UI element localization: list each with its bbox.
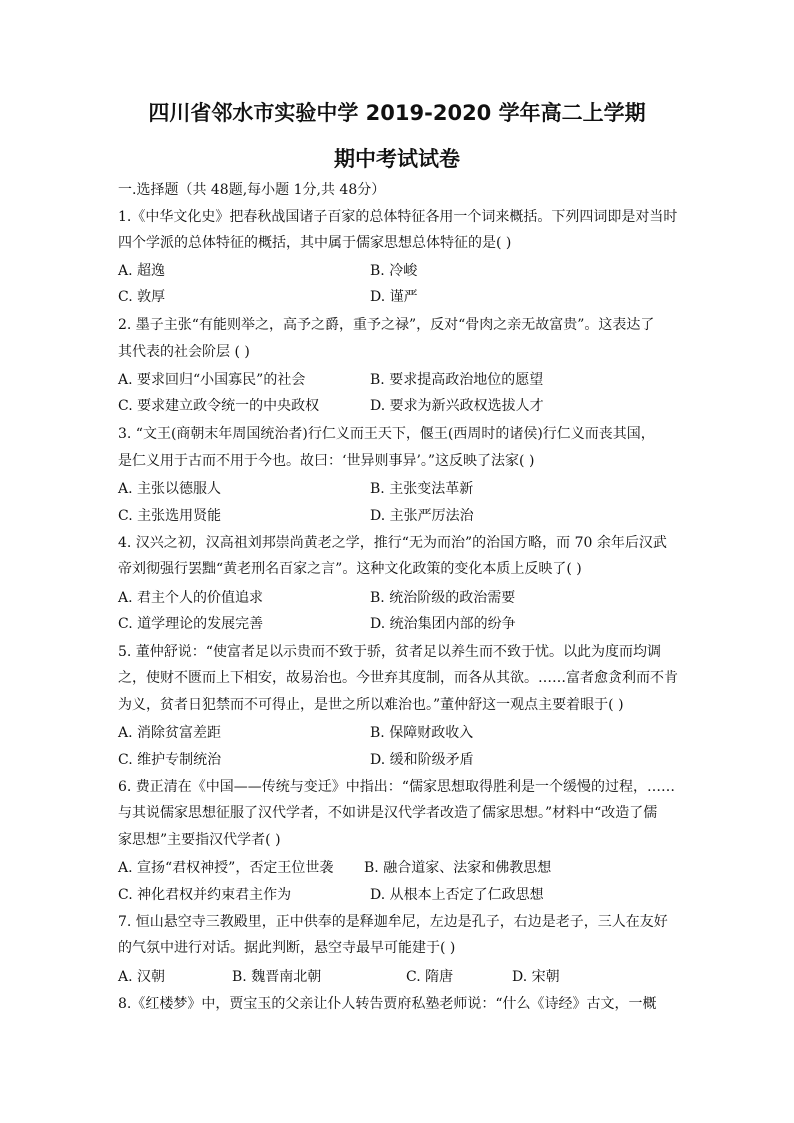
question-4-option-b: B. 统治阶级的政治需要	[370, 590, 516, 606]
question-6-option-c: C. 神化君权并约束君主作为	[118, 887, 292, 903]
question-3-option-b: B. 主张变法革新	[370, 481, 474, 497]
question-3-option-d: D. 主张严厉法治	[370, 508, 474, 524]
question-4-stem: 帝刘彻强行罢黜“黄老刑名百家之言”。这种文化政策的变化本质上反映了( )	[118, 561, 582, 577]
question-5-option-a: A. 消除贫富差距	[118, 725, 222, 741]
question-2-option-a: A. 要求回归“小国寡民”的社会	[118, 372, 306, 388]
question-6-option-b: B. 融合道家、法家和佛教思想	[364, 860, 552, 876]
exam-subtitle: 期中考试试卷	[334, 147, 460, 171]
question-6-stem: 与其说儒家思想征服了汉代学者，不如讲是汉代学者改造了儒家思想。”材料中“改造了儒	[118, 805, 658, 821]
question-2-option-d: D. 要求为新兴政权选拔人才	[370, 398, 544, 414]
question-7-stem: 7. 恒山悬空寺三教殿里，正中供奉的是释迦牟尼，左边是孔子，右边是老子，三人在友好	[118, 914, 668, 930]
question-6-stem: 6. 费正清在《中国——传统与变迁》中指出：“儒家思想取得胜利是一个缓慢的过程，……	[118, 779, 675, 795]
question-5-stem: 5. 董仲舒说：“使富者足以示贵而不致于骄，贫者足以养生而不致于忧。以此为度而均调	[118, 644, 661, 660]
question-1-option-d: D. 谨严	[370, 289, 418, 305]
question-3-option-c: C. 主张选用贤能	[118, 508, 222, 524]
question-3-stem: 3. “文王(商朝末年周国统治者)行仁义而王天下，偃王(西周时的诸侯)行仁义而丧其国，	[118, 426, 655, 442]
question-1-option-c: C. 敦厚	[118, 289, 166, 305]
question-3-stem: 是仁义用于古而不用于今也。故曰：‘世异则事异’。”这反映了法家( )	[118, 453, 535, 469]
exam-title: 四川省邻水市实验中学 2019-2020 学年高二上学期	[148, 101, 646, 125]
question-1-option-b: B. 冷峻	[370, 263, 418, 279]
question-4-option-c: C. 道学理论的发展完善	[118, 616, 264, 632]
question-7-option-c: C. 隋唐	[406, 969, 454, 985]
question-4-stem: 4. 汉兴之初，汉高祖刘邦崇尚黄老之学，推行“无为而治”的治国方略，而 70 余年后汉武	[118, 535, 667, 551]
question-2-option-b: B. 要求提高政治地位的愿望	[370, 372, 544, 388]
question-5-stem: 为义，贫者日犯禁而不可得止，是世之所以难治也。”董仲舒这一观点主要着眼于( )	[118, 697, 624, 713]
question-7-option-a: A. 汉朝	[118, 969, 166, 985]
question-5-option-c: C. 维护专制统治	[118, 752, 222, 768]
question-1-stem: 四个学派的总体特征的概括，其中属于儒家思想总体特征的是( )	[118, 235, 512, 251]
question-7-option-b: B. 魏晋南北朝	[232, 969, 322, 985]
question-8-stem: 8.《红楼梦》中，贾宝玉的父亲让仆人转告贾府私塾老师说：“什么《诗经》古文，一概	[118, 996, 657, 1012]
question-1-option-a: A. 超逸	[118, 263, 166, 279]
question-6-stem: 家思想”主要指汉代学者( )	[118, 832, 281, 848]
question-3-option-a: A. 主张以德服人	[118, 481, 222, 497]
question-5-option-b: B. 保障财政收入	[370, 725, 474, 741]
question-4-option-d: D. 统治集团内部的纷争	[370, 616, 516, 632]
question-6-option-a: A. 宣扬“君权神授”，否定王位世袭	[118, 860, 334, 876]
question-7-stem: 的气氛中进行对话。据此判断，悬空寺最早可能建于( )	[118, 940, 456, 956]
question-6-option-d: D. 从根本上否定了仁政思想	[370, 887, 544, 903]
section-heading: 一.选择题（共 48题,每小题 1分,共 48分）	[118, 182, 386, 198]
question-5-option-d: D. 缓和阶级矛盾	[370, 752, 474, 768]
question-1-stem: 1.《中华文化史》把春秋战国诸子百家的总体特征各用一个词来概括。下列四词即是对当时	[118, 209, 678, 225]
question-2-stem: 其代表的社会阶层 ( )	[118, 344, 250, 360]
question-2-stem: 2. 墨子主张“有能则举之，高予之爵，重予之禄”，反对“骨肉之亲无故富贵”。这表达了	[118, 317, 655, 333]
question-5-stem: 之，使财不匮而上下相安，故易治也。今世弃其度制，而各从其欲。……富者愈贪利而不肯	[118, 670, 678, 686]
question-4-option-a: A. 君主个人的价值追求	[118, 590, 264, 606]
question-2-option-c: C. 要求建立政令统一的中央政权	[118, 398, 320, 414]
question-7-option-d: D. 宋朝	[512, 969, 560, 985]
